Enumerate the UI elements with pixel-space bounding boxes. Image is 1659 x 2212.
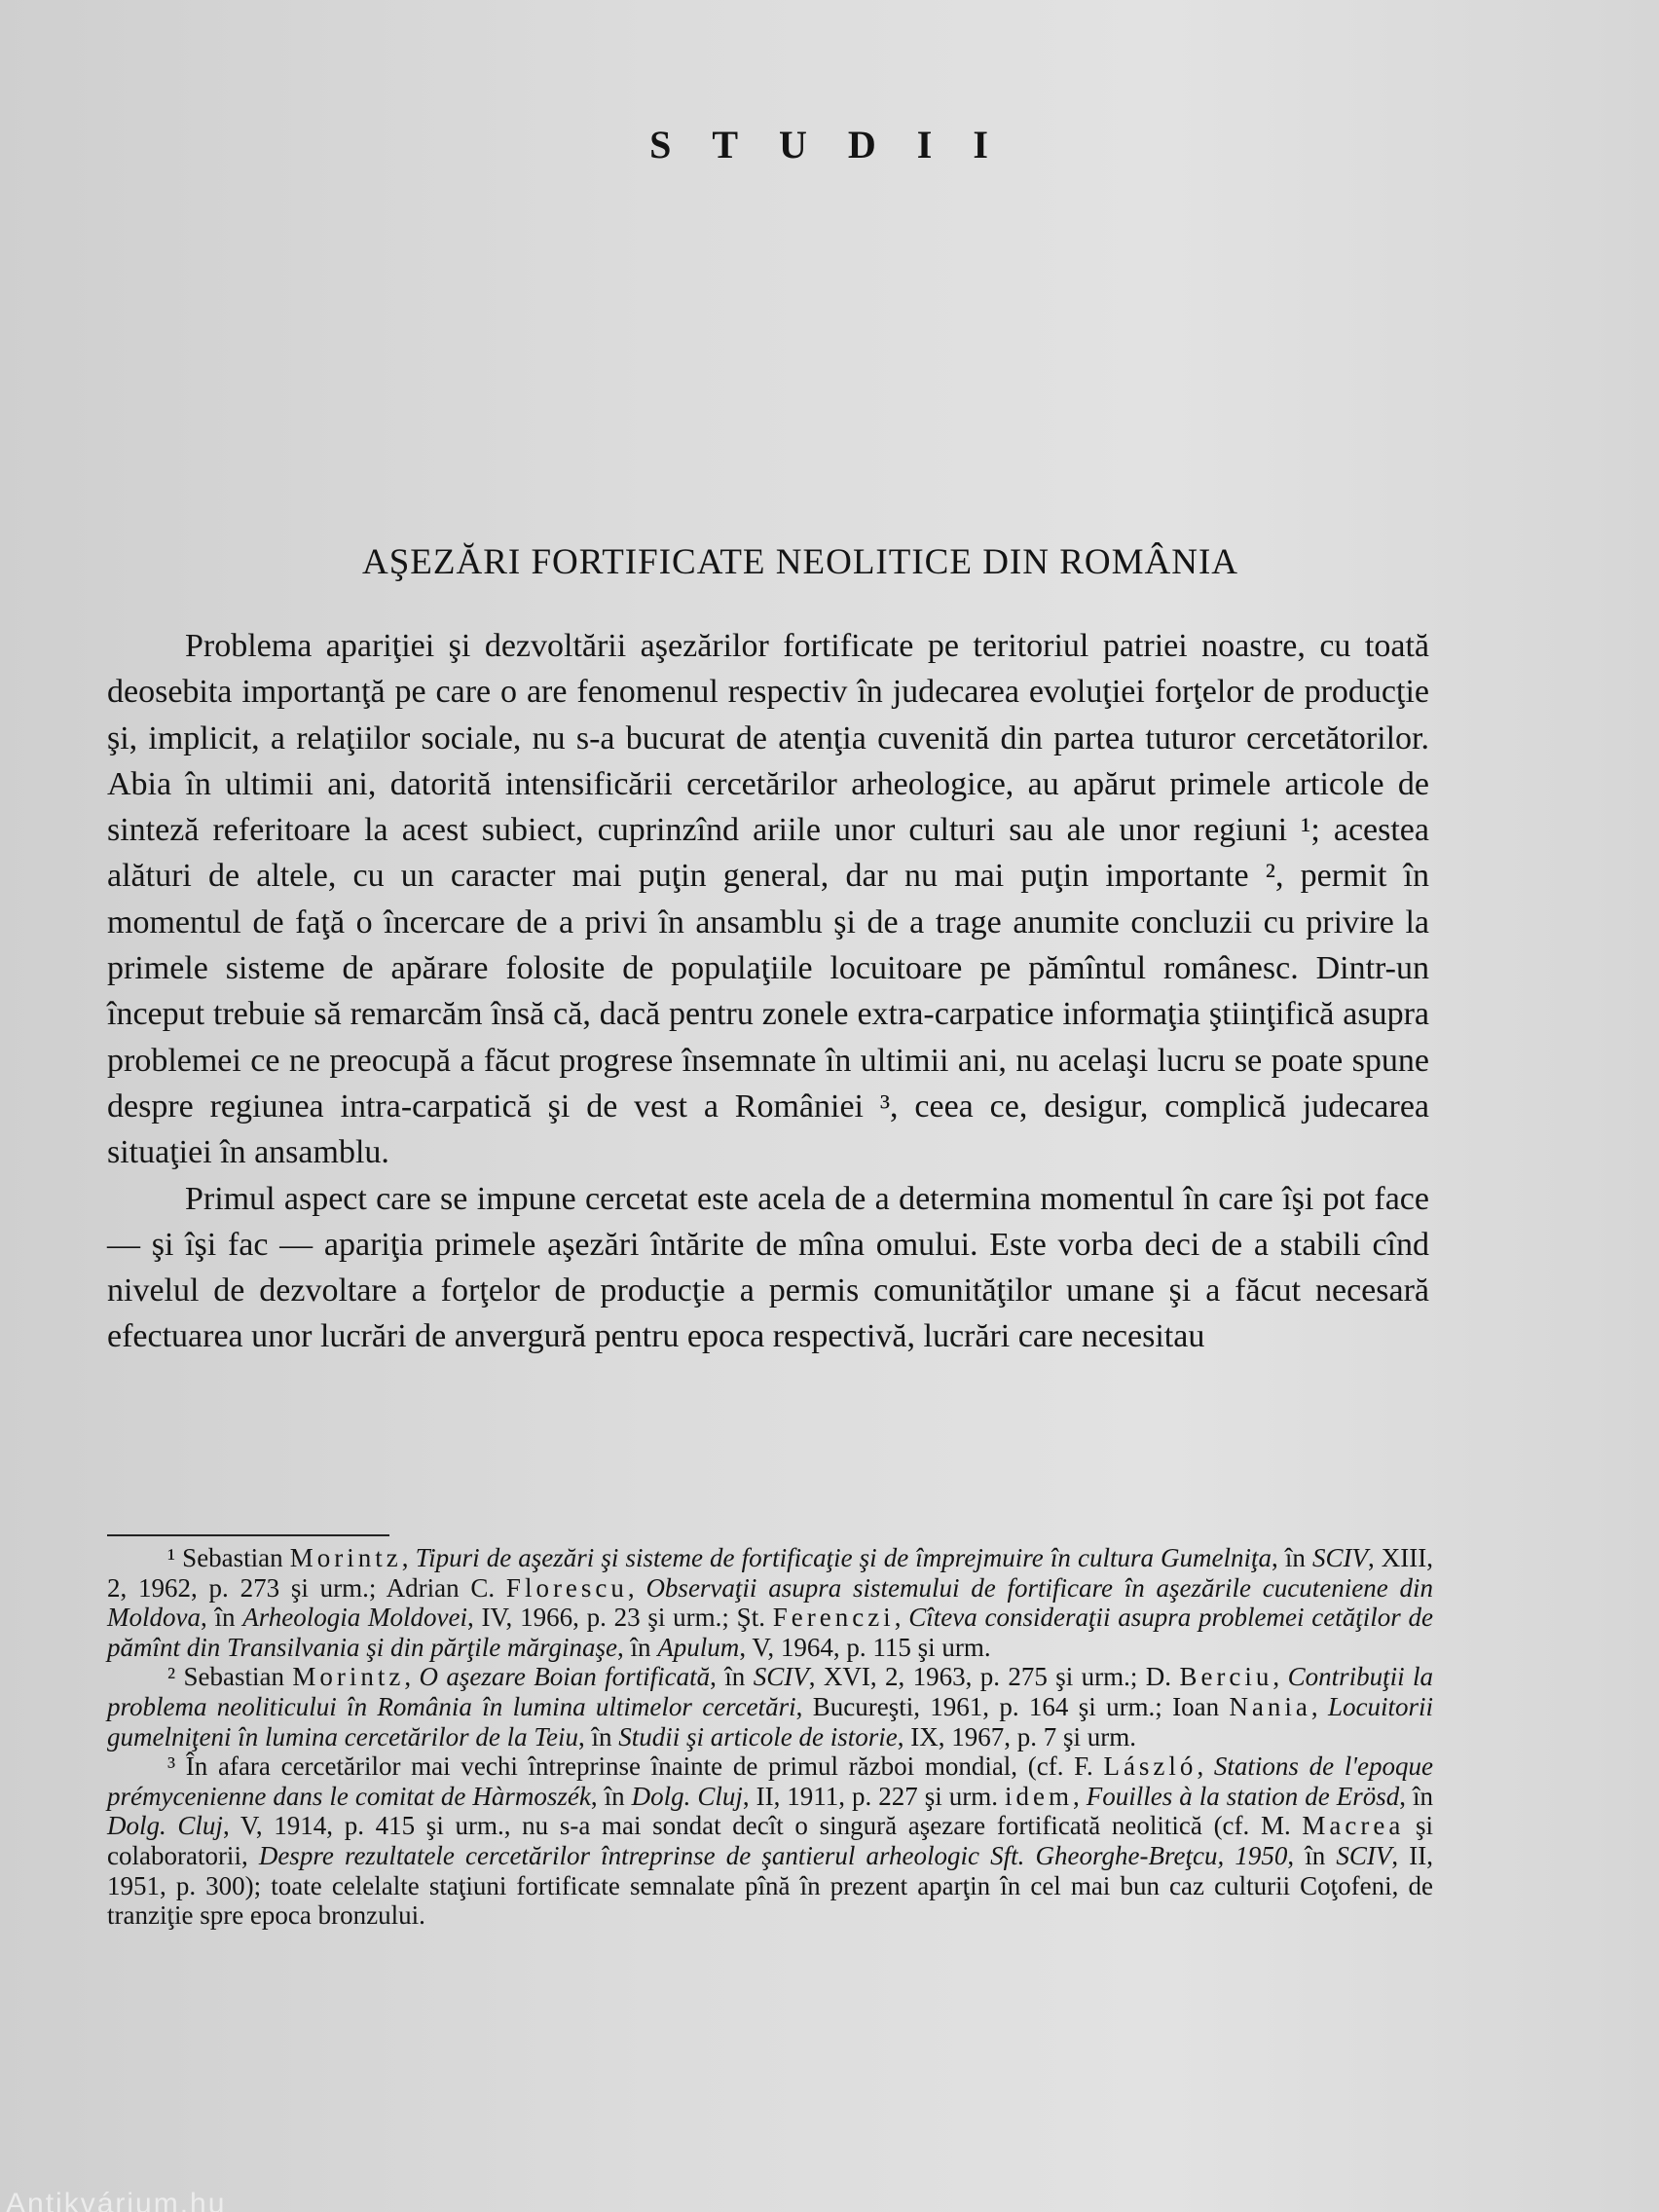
section-heading: STUDII <box>649 123 1029 166</box>
footnotes <box>107 1543 1433 1931</box>
article-title: AŞEZĂRI FORTIFICATE NEOLITICE DIN ROMÂNIA <box>361 542 1238 582</box>
paragraph-2: Primul aspect care se impune cercetat este acela de a determina momentul în care îşi pot face — şi îşi fac — apariţia primele aşezări întărite de mîna omului. Este vorba deci de a stabili cînd nivelul de dezvoltare a forţelor de producţie a permis comunităţilor umane şi a făcut necesară efectuarea unor lucrări de anvergură pentru epoca respectivă, lucrări care necesitau <box>107 1180 1429 1355</box>
footnote-3: ³ În afara cercetărilor mai vechi întreprinse înainte de primul război mondial, (cf. F. László, Stations de l'epoque prémycenienne dans le comitat de Hàrmoszék, în Dolg. Cluj, II, 1911, p. 227 şi urm. idem, Fouilles à la station de Erösd, în Dolg. Cluj, V, 1914, p. 415 şi urm., nu s-a mai sondat decît o singură aşezare fortificată neolitică (cf. M. Macrea şi colaboratorii, Despre rezultatele cercetărilor întreprinse de şantierul arheologic Sft. Gheorghe-Breţcu, 1950, în SCIV, II, 1951, p. 300); toate celelalte staţiuni fortificate semnalate pînă în prezent aparţin în cel mai bun caz culturii Coţofeni, de tranziţie spre epoca bronzului. <box>107 1751 1434 1931</box>
footnote-separator <box>107 1534 389 1536</box>
footnote-1: ¹ Sebastian Morintz, Tipuri de aşezări şi sisteme de fortificaţie şi de împrejmuire în cultura Gumelniţa, în SCIV, XIII, 2, 1962, p. 273 şi urm.; Adrian C. Florescu, Observaţii asupra sistemului de fortificare în aşezările cucuteniene din Moldova, în Arheologia Moldovei, IV, 1966, p. 23 şi urm.; Şt. Ferenczi, Cîteva consideraţii asupra problemei cetăţilor de pămînt din Transilvania şi din părţile mărginaşe, în Apulum, V, 1964, p. 115 şi urm. <box>107 1543 1434 1662</box>
article-body <box>107 623 1429 1360</box>
watermark: Antikvárium.hu <box>6 2188 227 2212</box>
footnote-2: ² Sebastian Morintz, O aşezare Boian fortificată, în SCIV, XVI, 2, 1963, p. 275 şi urm.; D. Berciu, Contribuţii la problema neoliticului în România în lumina ultimelor cercetări, Bucureşti, 1961, p. 164 şi urm.; Ioan Nania, Locuitorii gumelniţeni în lumina cercetărilor de la Teiu, în Studii şi articole de istorie, IX, 1967, p. 7 şi urm. <box>107 1662 1433 1751</box>
paragraph-1: Problema apariţiei şi dezvoltării aşezărilor fortificate pe teritoriul patriei noastre, cu toată deosebita importanţă pe care o are fenomenul respectiv în judecarea evoluţiei forţelor de producţie şi, implicit, a relaţiilor sociale, nu s-a bucurat de atenţia cuvenită din partea tuturor cercetătorilor. Abia în ultimii ani, datorită intensificării cercetărilor arheologice, au apărut primele articole de sinteză referitoare la acest subiect, cuprinzînd ariile unor culturi sau ale unor regiuni ¹; acestea alături de altele, cu un caracter mai puţin general, dar nu mai puţin importante ², permit în momentul de faţă o încercare de a privi în ansamblu şi de a trage anumite concluzii cu privire la primele sisteme de apărare folosite de populaţiile locuitoare pe pămîntul românesc. Dintr-un început trebuie să remarcăm însă că, dacă pentru zonele extra-carpatice informaţia ştiinţifică asupra problemei ce ne preocupă a făcut progrese însemnate în ultimii ani, nu acelaşi lucru se poate spune despre regiunea intra-carpatică şi de vest a României ³, ceea ce, desigur, complică judecarea situaţiei în ansamblu. <box>107 628 1429 1171</box>
